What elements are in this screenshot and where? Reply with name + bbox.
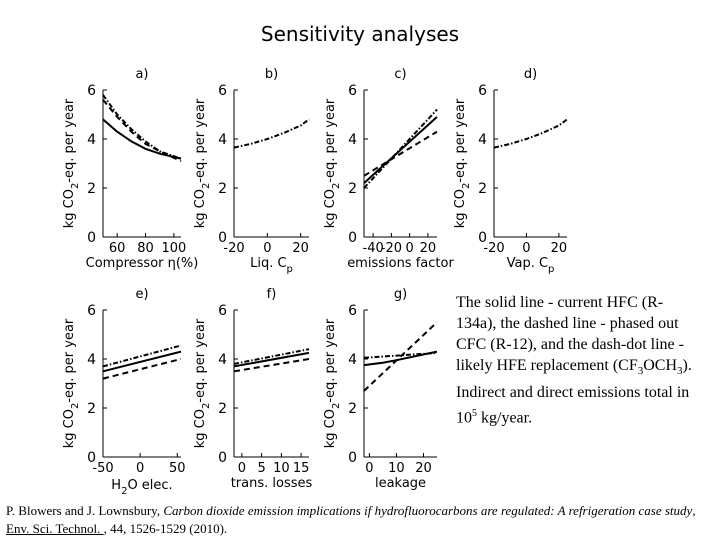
y-tick-label: 6: [87, 303, 96, 319]
series-line-solid: [103, 119, 181, 158]
x-axis-label: leakage: [374, 476, 427, 491]
panel-label: g): [393, 287, 408, 302]
x-tick-label: 0: [263, 241, 272, 256]
citation-journal-link[interactable]: Env. Sci. Technol.: [6, 521, 104, 536]
x-tick-label: 20: [292, 241, 309, 256]
x-tick-label: 0: [237, 461, 247, 476]
panel-b: [193, 67, 309, 275]
x-axis-label: emissions factor: [347, 256, 454, 271]
x-tick-label: 5: [257, 461, 266, 476]
y-tick-label: 2: [87, 181, 96, 197]
x-tick-label: -40: [362, 241, 384, 256]
x-tick-label: 0: [365, 461, 374, 476]
citation-authors: P. Blowers and J. Lownsbury,: [6, 503, 164, 518]
series-line-dashdot: [494, 119, 567, 147]
series-line-dashdot: [103, 346, 181, 367]
y-tick-label: 2: [218, 401, 227, 417]
citation: [6, 502, 716, 538]
citation-rest: , 44, 1526-1529 (2010).: [103, 521, 228, 536]
x-axis-label: Liq. $C_p$: [250, 256, 293, 275]
y-tick-label: 2: [87, 401, 96, 417]
y-tick-label: 4: [348, 132, 357, 148]
x-axis-label: trans. losses: [230, 476, 313, 491]
panel-a: [62, 67, 198, 271]
x-tick-label: 0: [405, 241, 414, 256]
x-tick-label: 20: [550, 241, 568, 256]
x-tick-label: 15: [292, 461, 310, 476]
y-axis-label: kg $CO_2-eq$. per year: [193, 98, 212, 229]
x-tick-label: 0: [136, 461, 145, 476]
series-line-dashdot: [103, 95, 181, 159]
y-tick-label: 6: [348, 303, 357, 319]
x-tick-label: -20: [380, 241, 402, 256]
series-line-dashdot: [234, 119, 309, 147]
citation-title: Carbon dioxide emission implications if hydrofluorocarbons are regulated: A refrigeration case study: [163, 503, 693, 518]
y-tick-label: 2: [218, 181, 227, 197]
y-tick-label: 0: [87, 450, 96, 466]
y-tick-label: 4: [218, 132, 227, 148]
x-axis-label: $H_2O$ elec.: [111, 478, 173, 497]
y-tick-label: 0: [218, 230, 227, 246]
x-tick-label: 20: [415, 461, 432, 476]
y-tick-label: 4: [87, 352, 96, 368]
y-tick-label: 4: [218, 352, 227, 368]
x-tick-label: 80: [137, 241, 154, 256]
y-tick-label: 0: [348, 230, 357, 246]
y-tick-label: 0: [478, 230, 487, 246]
x-tick-label: 60: [108, 241, 126, 256]
y-tick-label: 6: [218, 83, 227, 99]
series-line-dashdot: [364, 110, 437, 188]
x-tick-label: -50: [92, 461, 114, 476]
panel-d: [453, 67, 567, 275]
x-axis-label: Vap. $C_p$: [506, 256, 555, 275]
series-line-solid: [234, 353, 309, 367]
x-tick-label: -20: [483, 241, 505, 256]
y-tick-label: 6: [478, 83, 487, 99]
caption-subscript-2: 3: [677, 365, 683, 378]
y-tick-label: 2: [348, 401, 357, 417]
x-tick-label: 100: [161, 241, 187, 256]
panel-g: [323, 287, 437, 491]
panel-c: [323, 67, 454, 271]
x-tick-label: 50: [169, 461, 186, 476]
panel-label: e): [135, 287, 149, 302]
y-tick-label: 0: [348, 450, 357, 466]
panel-label: a): [135, 67, 149, 82]
caption-subscript-1: 3: [637, 365, 644, 378]
y-axis-label: kg $CO_2-eq$. per year: [62, 98, 81, 229]
y-axis-label: kg $CO_2-eq$. per year: [453, 98, 472, 229]
caption-text-1: The solid line - current HFC (R-134a), the dashed line - phased out CFC (R-12), and the dash-dot line - likely HFE replacement (CF: [456, 294, 684, 374]
slide-title: Sensitivity analyses: [260, 22, 460, 46]
caption-superscript: 5: [472, 408, 477, 420]
x-tick-label: 20: [419, 241, 437, 256]
y-tick-label: 6: [87, 83, 96, 99]
x-tick-label: 0: [522, 241, 531, 256]
series-line-dashed: [364, 132, 437, 176]
panel-f: [193, 287, 313, 491]
figure-caption: [456, 292, 696, 429]
panel-e: [62, 287, 186, 497]
panel-label: b): [264, 67, 279, 82]
y-axis-label: kg $CO_2-eq$. per year: [62, 318, 81, 449]
y-axis-label: kg $CO_2-eq$. per year: [193, 318, 212, 449]
y-tick-label: 4: [478, 132, 487, 148]
panel-label: c): [394, 67, 407, 82]
caption-text-3: ). Indirect and direct emissions total in 10: [456, 357, 692, 427]
panel-label: f): [266, 287, 277, 302]
y-tick-label: 2: [348, 181, 357, 197]
x-tick-label: 10: [273, 461, 290, 476]
caption-text-2: OCH: [643, 357, 678, 374]
y-tick-label: 0: [218, 450, 227, 466]
y-tick-label: 4: [87, 132, 96, 148]
y-tick-label: 6: [218, 303, 227, 319]
series-line-solid: [364, 352, 437, 366]
x-axis-label: Compressor η(%): [85, 256, 199, 271]
y-tick-label: 0: [87, 230, 96, 246]
caption-text-4: kg/year.: [477, 409, 533, 427]
x-tick-label: 10: [388, 461, 405, 476]
x-tick-label: -20: [223, 241, 245, 256]
y-axis-label: kg $CO_2-eq$. per year: [323, 318, 342, 449]
citation-separator: ,: [692, 503, 696, 518]
y-axis-label: kg $CO_2-eq$. per year: [323, 98, 342, 229]
y-tick-label: 6: [348, 83, 357, 99]
y-tick-label: 4: [348, 352, 357, 368]
panel-label: d): [523, 67, 538, 82]
y-tick-label: 2: [478, 181, 487, 197]
